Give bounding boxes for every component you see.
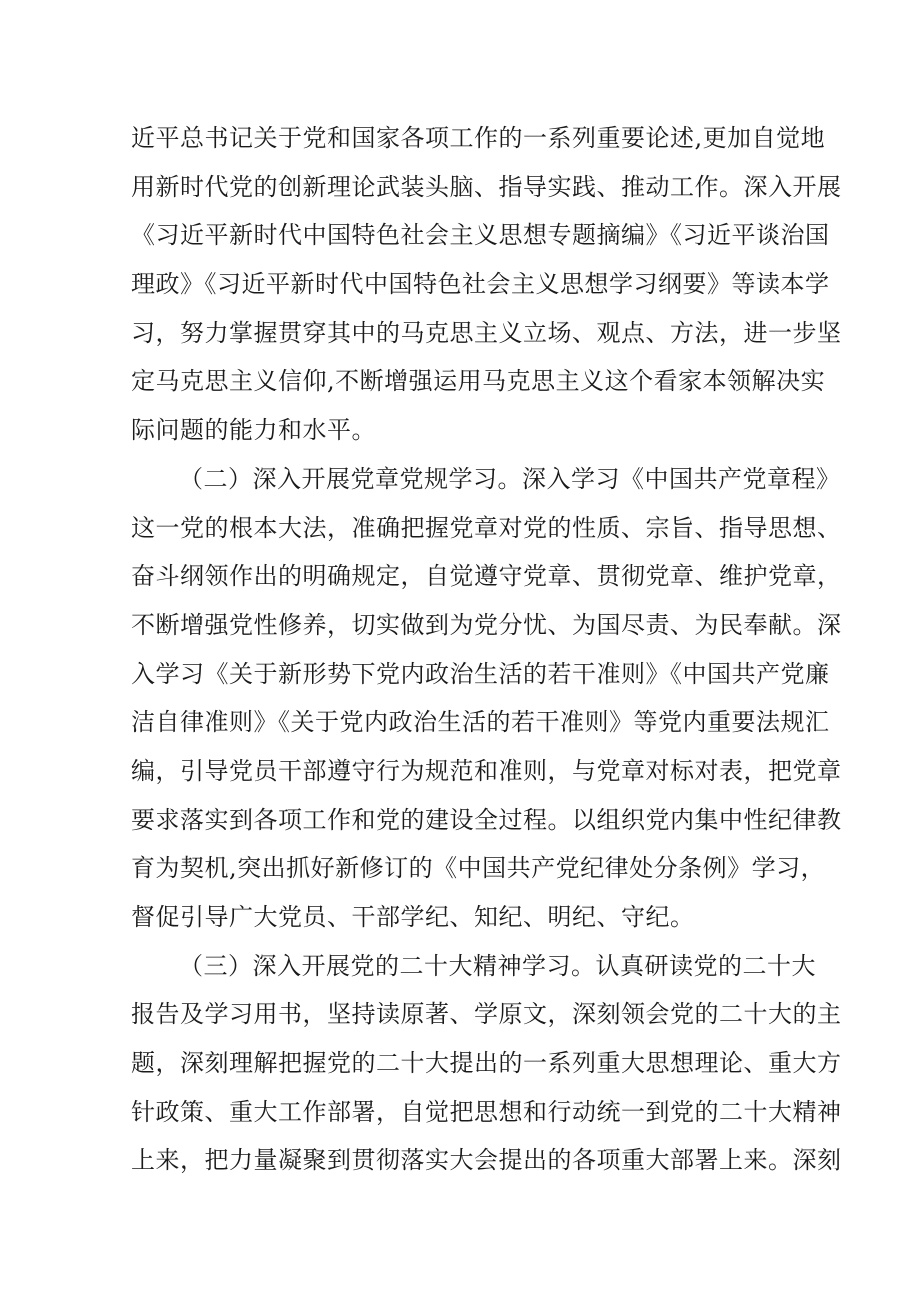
paragraph-line: 《习近平新时代中国特色社会主义思想专题摘编》《习近平谈治国	[131, 221, 830, 250]
section-heading-line: （三）深入开展党的二十大精神学习。认真研读党的二十大	[179, 951, 816, 980]
paragraph-line: 这一党的根本大法，准确把握党章对党的性质、宗旨、指导思想、	[131, 513, 842, 542]
paragraph-line: 针政策、重大工作部署，自觉把思想和行动统一到党的二十大精神	[131, 1097, 842, 1126]
paragraph-line: 际问题的能力和水平。	[131, 416, 376, 445]
paragraph-line: 洁自律准则》《关于党内政治生活的若干准则》等党内重要法规汇	[131, 708, 830, 737]
paragraph-line: 近平总书记关于党和国家各项工作的一系列重要论述,更加自觉地	[131, 124, 826, 152]
paragraph-line: 不断增强党性修养，切实做到为党分忧、为国尽责、为民奉献。深	[131, 610, 842, 639]
paragraph-line: 报告及学习用书，坚持读原著、学原文，深刻领会党的二十大的主	[131, 1000, 842, 1029]
document-body	[131, 114, 842, 1185]
paragraph-line: 入学习《关于新形势下党内政治生活的若干准则》《中国共产党廉	[131, 659, 830, 688]
paragraph-line: 题，深刻理解把握党的二十大提出的一系列重大思想理论、重大方	[131, 1049, 842, 1078]
paragraph-line: 习，努力掌握贯穿其中的马克思主义立场、观点、方法，进一步坚	[131, 318, 842, 347]
paragraph-line: 要求落实到各项工作和党的建设全过程。以组织党内集中性纪律教	[131, 805, 842, 834]
paragraph-line: 用新时代党的创新理论武装头脑、指导实践、推动工作。深入开展	[131, 172, 842, 201]
paragraph-line: 理政》《习近平新时代中国特色社会主义思想学习纲要》等读本学	[131, 270, 830, 299]
paragraph-line: 定马克思主义信仰,不断增强运用马克思主义这个看家本领解决实	[131, 367, 826, 396]
paragraph-line: 督促引导广大党员、干部学纪、知纪、明纪、守纪。	[131, 903, 695, 931]
paragraph-line: 奋斗纲领作出的明确规定，自觉遵守党章、贯彻党章、维护党章，	[131, 562, 842, 591]
paragraph-line: 育为契机,突出抓好新修订的《中国共产党纪律处分条例》学习，	[131, 854, 826, 883]
section-heading-line: （二）深入开展党章党规学习。深入学习《中国共产党章程》	[179, 464, 841, 493]
paragraph-line: 上来，把力量凝聚到贯彻落实大会提出的各项重大部署上来。深刻	[131, 1146, 842, 1175]
paragraph-line: 编，引导党员干部遵守行为规范和准则，与党章对标对表，把党章	[131, 756, 842, 785]
